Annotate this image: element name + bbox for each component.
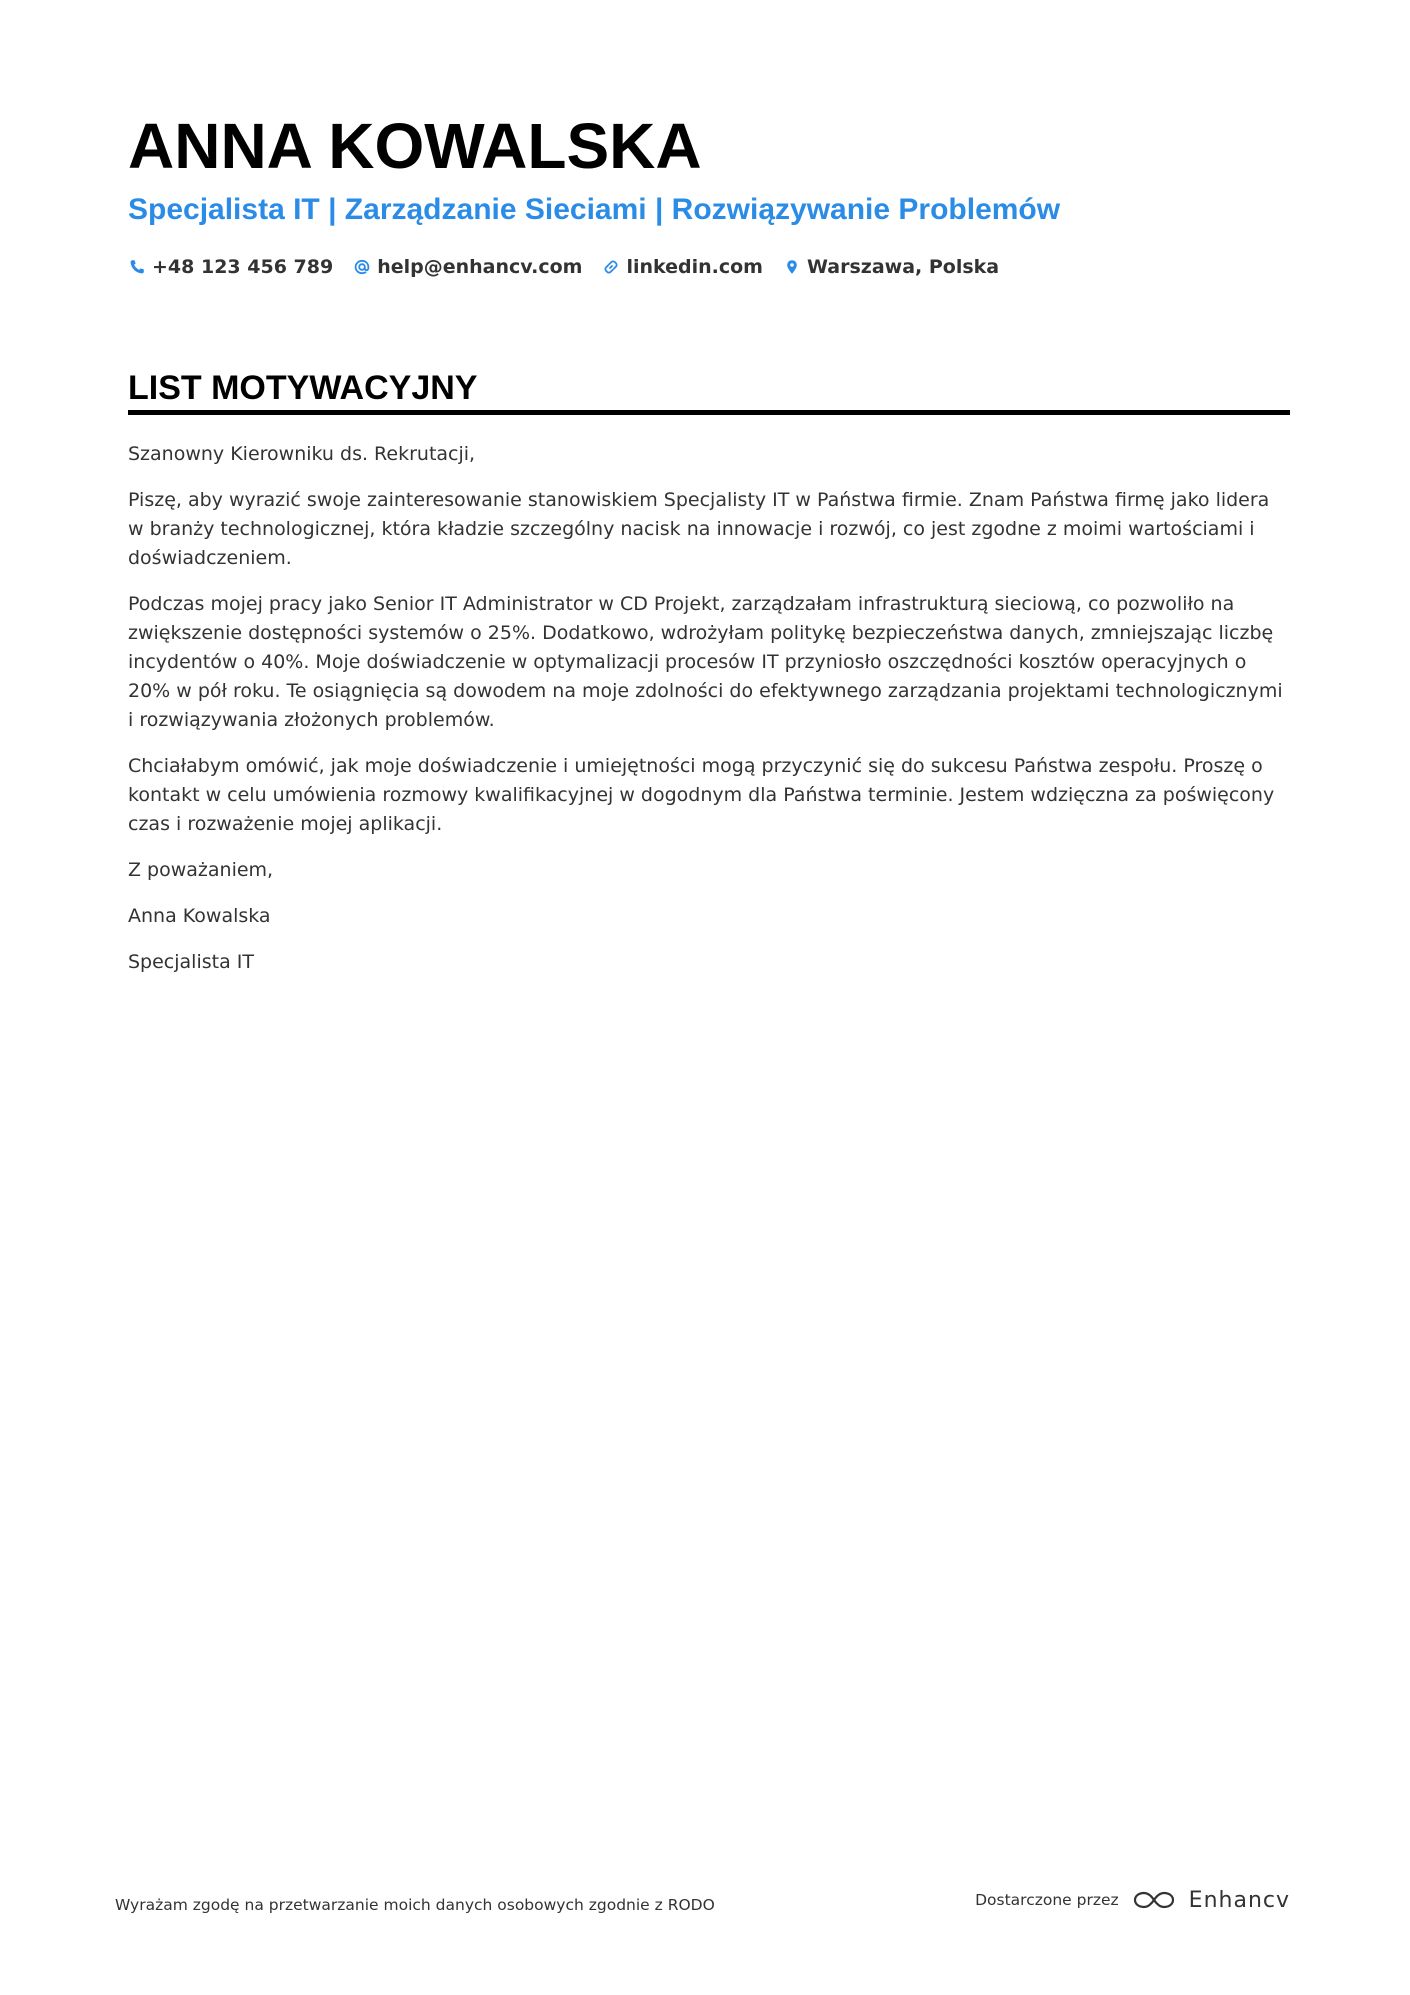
signature-title: Specjalista IT <box>128 951 254 973</box>
location-pin-icon <box>783 258 801 276</box>
candidate-headline: Specjalista IT | Zarządzanie Sieciami | Rozwiązywanie Problemów <box>128 193 1061 226</box>
contact-phone <box>128 253 333 281</box>
candidate-name: ANNA KOWALSKA <box>128 110 702 182</box>
enhancv-logo-icon <box>1131 1887 1177 1913</box>
phone-text: +48 123 456 789 <box>152 256 334 278</box>
letter-paragraph: Piszę, aby wyrazić swoje zainteresowanie stanowiskiem Specjalisty IT w Państwa firmie. Znam Państwa firmę jako lidera w branży technologicznej, która kładzie szczególny nacisk na innowacje i rozwój, co jest zgodne z moimi wartościami i doświadczeniem. <box>128 489 1270 569</box>
section-divider <box>128 410 1290 415</box>
section-title: LIST MOTYWACYJNY <box>128 369 478 407</box>
signature-name: Anna Kowalska <box>128 905 271 927</box>
phone-icon <box>128 258 146 276</box>
letter-body <box>128 440 1290 994</box>
letter-greeting: Szanowny Kierowniku ds. Rekrutacji, <box>128 443 476 465</box>
gdpr-consent-note: Wyrażam zgodę na przetwarzanie moich danych osobowych zgodnie z RODO <box>115 1896 715 1914</box>
contact-location <box>783 253 999 281</box>
contact-email[interactable] <box>353 253 582 281</box>
provided-by-badge[interactable] <box>975 1887 1290 1913</box>
letter-closing: Z poważaniem, <box>128 859 274 881</box>
letter-paragraph: Chciałabym omówić, jak moje doświadczenie i umiejętności mogą przyczynić się do sukcesu Państwa zespołu. Proszę o kontakt w celu umówienia rozmowy kwalifikacyjnej w dogodnym dla Państwa terminie. Jestem wdzięczna za poświęcony czas i rozważenie mojej aplikacji. <box>128 755 1275 835</box>
email-text: help@enhancv.com <box>377 256 583 278</box>
contact-bar <box>128 253 1019 281</box>
brand-name: Enhancv <box>1188 1887 1290 1913</box>
linkedin-text: linkedin.com <box>626 256 763 278</box>
contact-linkedin[interactable] <box>602 253 763 281</box>
link-icon <box>602 258 620 276</box>
at-icon <box>353 258 371 276</box>
provided-by-label: Dostarczone przez <box>975 1891 1119 1909</box>
letter-paragraph: Podczas mojej pracy jako Senior IT Administrator w CD Projekt, zarządzałam infrastrukturą sieciową, co pozwoliło na zwiększenie dostępności systemów o 25%. Dodatkowo, wdrożyłam politykę bezpieczeństwa danych, zmniejszając liczbę incydentów o 40%. Moje doświadczenie w optymalizacji procesów IT przyniosło oszczędności kosztów operacyjnych o 20% w pół roku. Te osiągnięcia są dowodem na moje zdolności do efektywnego zarządzania projektami technologicznymi i rozwiązywania złożonych problemów. <box>128 593 1283 731</box>
location-text: Warszawa, Polska <box>806 256 1000 278</box>
